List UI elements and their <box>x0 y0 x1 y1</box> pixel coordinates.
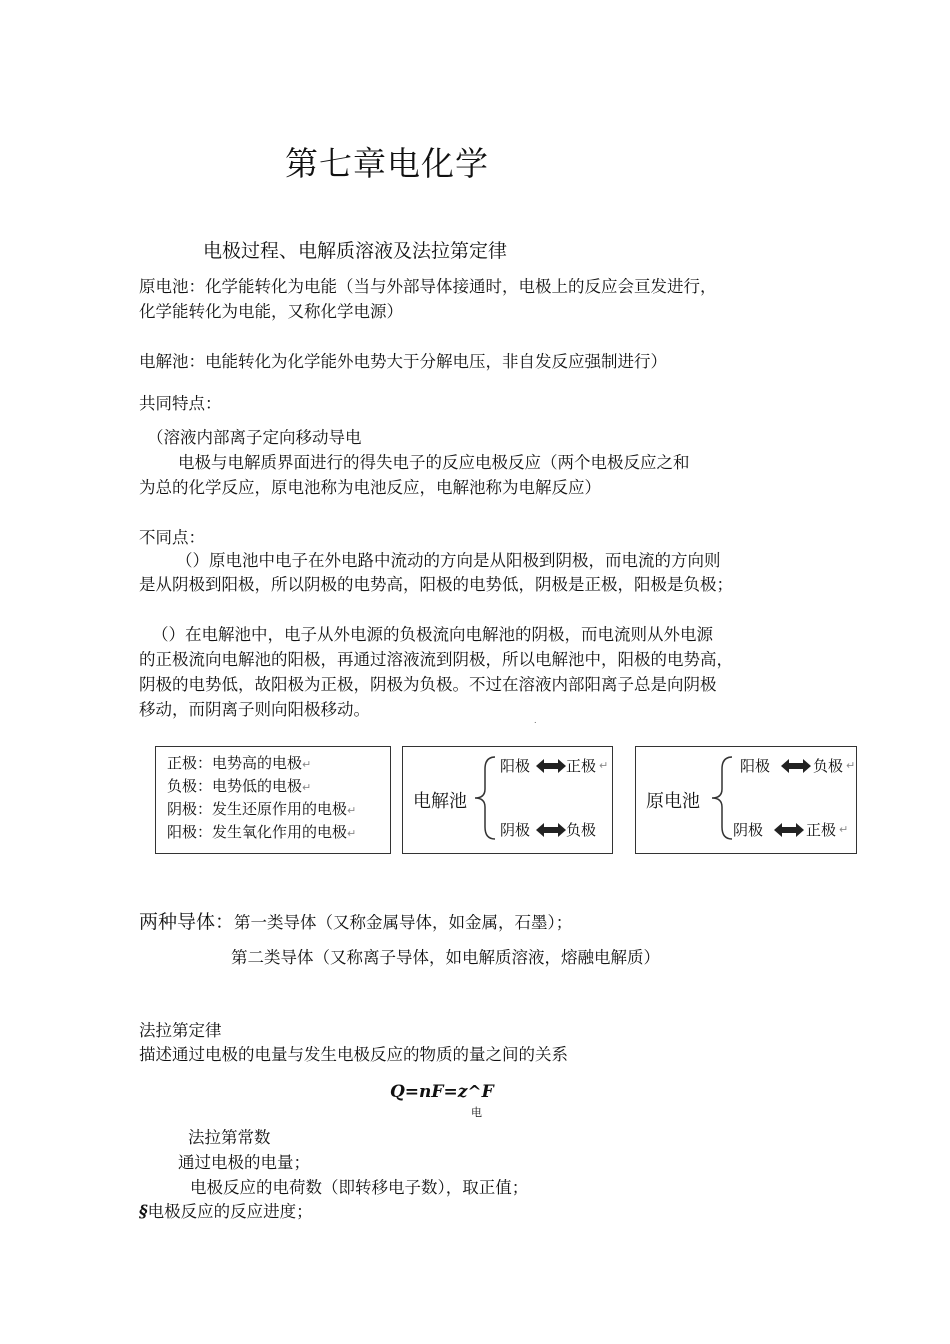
galvanic-top-left: 阳极 <box>740 757 771 775</box>
galvanic-cell-box <box>635 746 857 854</box>
diff1-line-1: （）原电池中电子在外电路中流动的方向是从阳极到阴极，而电流的方向则 <box>176 551 721 570</box>
return-mark: ↵ <box>839 823 849 836</box>
conductors-heading: 两种导体： <box>139 911 235 933</box>
faraday-item: 法拉第常数 <box>188 1128 271 1147</box>
electrolytic-top-left: 阳极 <box>500 757 531 775</box>
faraday-item: 通过电极的电量； <box>178 1153 310 1172</box>
double-arrow-icon <box>536 823 566 837</box>
faraday-heading: 法拉第定律 <box>139 1021 222 1040</box>
electrolytic-definition: 电解池：电能转化为化学能外电势大于分解电压，非自发反应强制进行） <box>139 352 667 371</box>
page-title: 第七章电化学 <box>285 144 489 183</box>
galvanic-bottom-right: 正极 <box>806 821 837 839</box>
definition-line: 负极：电势低的电极↵ <box>167 777 312 795</box>
formula-subscript: 电 <box>471 1106 482 1119</box>
second-conductor: 第二类导体（又称离子导体，如电解质溶液，熔融电解质） <box>231 948 660 967</box>
common-heading: 共同特点： <box>139 394 222 413</box>
brace-icon <box>469 755 499 841</box>
stray-dot: ˙ <box>533 722 538 732</box>
definition-line: 阳极：发生氧化作用的电极↵ <box>167 823 357 841</box>
electrolytic-bottom-left: 阴极 <box>500 821 531 839</box>
galvanic-bottom-left: 阴极 <box>733 821 764 839</box>
electrolytic-top-right: 正极 <box>566 757 597 775</box>
electrolytic-cell-label: 电解池 <box>413 791 467 812</box>
faraday-item-xi <box>139 1200 313 1224</box>
common-line-1: （溶液内部离子定向移动导电 <box>147 428 362 447</box>
return-mark: ↵ <box>599 759 609 772</box>
faraday-formula: Q=nF=z^F <box>390 1082 494 1102</box>
diff1-line-2: 是从阴极到阳极，所以阴极的电势高，阳极的电势低，阴极是正极，阳极是负极； <box>139 575 733 594</box>
galvanic-line-1: 原电池：化学能转化为电能（当与外部导体接通时，电极上的反应会亘发进行， <box>139 277 717 296</box>
faraday-item: 电极反应的反应进度； <box>147 1202 313 1221</box>
diff2-line-3: 阴极的电势低，故阳极为正极，阴极为负极。不过在溶液内部阳离子总是向阴极 <box>139 675 717 694</box>
diff2-line-1: （）在电解池中，电子从外电源的负极流向电解池的阴极，而电流则从外电源 <box>152 625 713 644</box>
diff2-line-4: 移动，而阴离子则向阳极移动。 <box>139 700 370 719</box>
definition-line: 正极：电势高的电极↵ <box>167 754 312 772</box>
definitions-box <box>155 746 391 854</box>
xi-symbol: § <box>139 1202 148 1221</box>
return-mark: ↵ <box>846 759 856 772</box>
conductors-line <box>139 907 572 935</box>
double-arrow-icon <box>536 759 566 773</box>
double-arrow-icon <box>774 823 804 837</box>
electrolytic-cell-box <box>402 746 613 854</box>
diff-heading: 不同点： <box>139 528 205 547</box>
brace-icon <box>706 755 736 841</box>
section-subtitle: 电极过程、电解质溶液及法拉第定律 <box>203 240 508 262</box>
definition-line: 阴极：发生还原作用的电极↵ <box>167 800 357 818</box>
common-line-2: 电极与电解质界面进行的得失电子的反应电极反应（两个电极反应之和 <box>178 453 690 472</box>
diff2-line-2: 的正极流向电解池的阳极，再通过溶液流到阴极，所以电解池中，阳极的电势高， <box>139 650 733 669</box>
common-line-3: 为总的化学反应，原电池称为电池反应，电解池称为电解反应） <box>139 478 601 497</box>
galvanic-line-2: 化学能转化为电能，又称化学电源） <box>139 302 403 321</box>
double-arrow-icon <box>781 759 811 773</box>
electrolytic-bottom-right: 负极 <box>566 821 597 839</box>
first-conductor: 第一类导体（又称金属导体，如金属，石墨）； <box>234 913 573 932</box>
galvanic-cell-label: 原电池 <box>646 791 700 812</box>
galvanic-top-right: 负极 <box>813 757 844 775</box>
faraday-item: 电极反应的电荷数（即转移电子数），取正值； <box>190 1178 529 1197</box>
faraday-description: 描述通过电极的电量与发生电极反应的物质的量之间的关系 <box>139 1045 568 1064</box>
